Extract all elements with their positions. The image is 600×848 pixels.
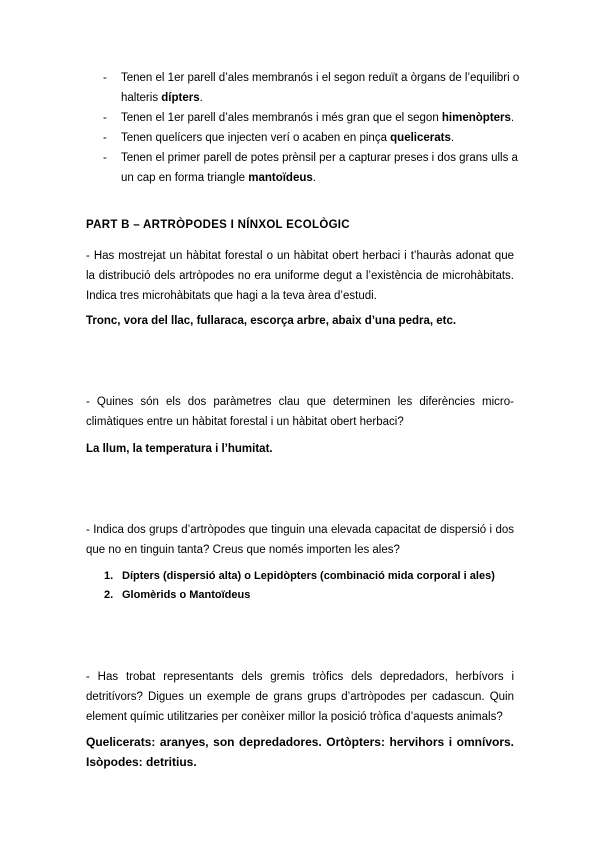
list-item: 2. Glomèrids o Mantoïdeus (104, 589, 251, 601)
section-title: PART B – ARTRÒPODES I NÍNXOL ECOLÒGIC (86, 219, 350, 231)
bullet-item: - Tenen el 1er parell d’ales membranós i el segon reduït a òrgans de l’equilibri o halteris dípters. (103, 72, 520, 104)
question-2: - Quines són els dos paràmetres clau que determinen les diferències micro-climàtiques entre un hàbitat forestal i un hàbitat obert herbaci? (86, 396, 514, 428)
bullet-item: - Tenen el 1er parell d’ales membranós i més gran que el segon himenòpters. (103, 112, 515, 124)
bullet-item: - Tenen quelícers que injecten verí o acaben en pinça quelicerats. (103, 132, 455, 144)
question-3: - Indica dos grups d’artròpodes que tinguin una elevada capacitat de dispersió i dos que no en tinguin tanta? Creus que només importen les ales? (86, 524, 514, 556)
list-item: 1. Dípters (dispersió alta) o Lepidòpters (combinació mida corporal i ales) (104, 570, 495, 582)
answer-1: Tronc, vora del llac, fullaraca, escorça arbre, abaix d’una pedra, etc. (86, 315, 457, 327)
bullet-list (103, 68, 523, 188)
answer-4: Quelicerats: aranyes, son depredadores. Ortòpters: hervihors i omnívors. Isòpodes: detritius. (86, 735, 514, 769)
answer-3-list (104, 567, 495, 605)
answer-2: La llum, la temperatura i l’humitat. (86, 443, 273, 455)
bullet-item: - Tenen el primer parell de potes prènsil per a capturar preses i dos grans ulls a un cap en forma triangle mantoïdeus. (103, 152, 518, 184)
question-1: - Has mostrejat un hàbitat forestal o un hàbitat obert herbaci i t’hauràs adonat que la distribució dels artròpodes no era uniforme degut a l’existència de microhàbitats. Indica tres microhàbitats que hagi a la teva àrea d’estudi. (86, 250, 514, 302)
question-4: - Has trobat representants dels gremis tròfics dels depredadors, herbívors i detritívors? Digues un exemple de grans grups d’artròpodes per cadascun. Quin element químic utilitzaries per conèixer millor la posició tròfica d’aquests animals? (86, 671, 514, 723)
